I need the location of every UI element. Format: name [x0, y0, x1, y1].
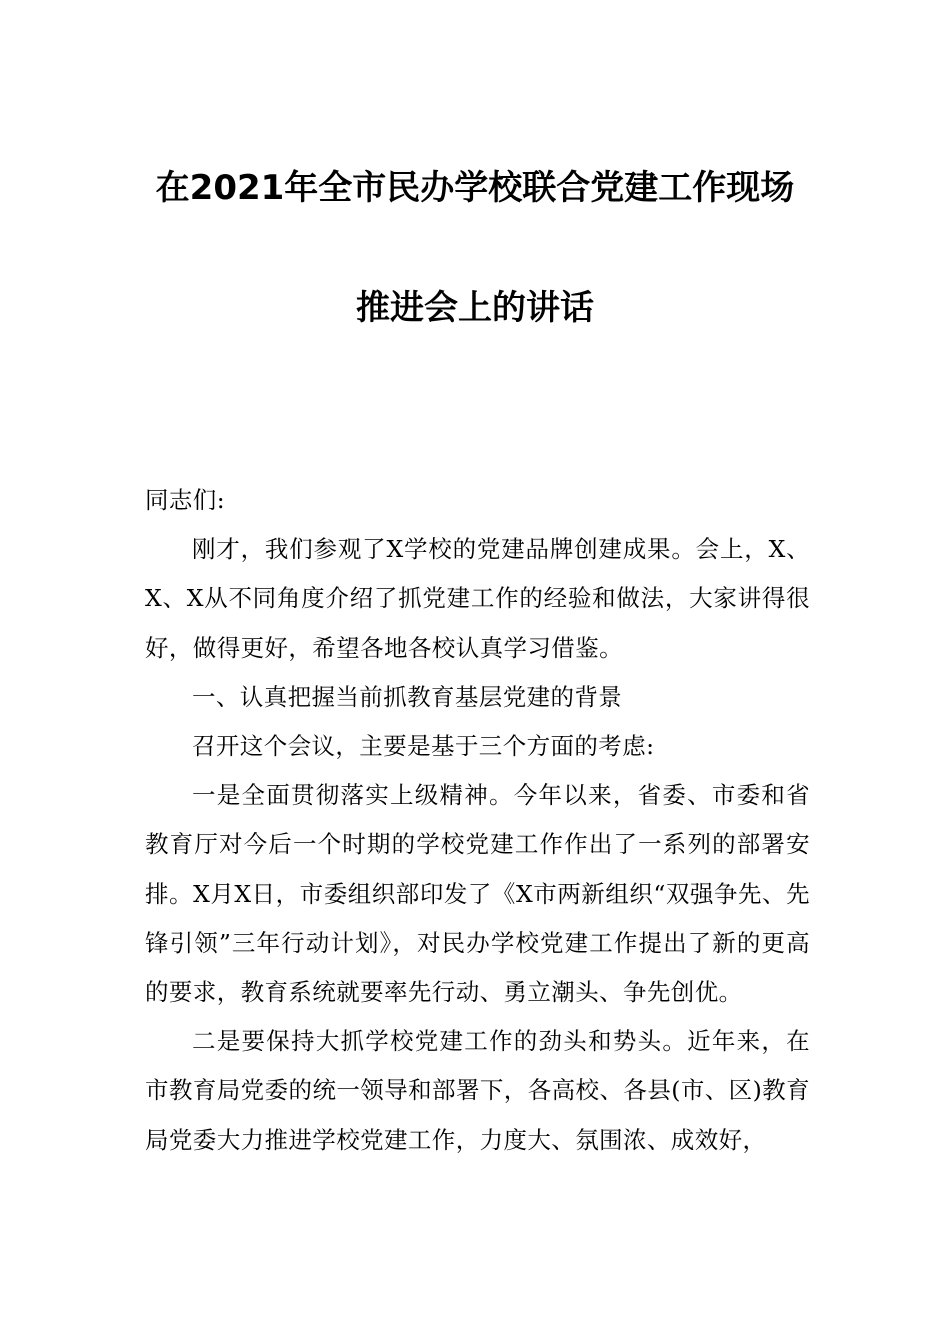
paragraph-intro: 刚才，我们参观了X学校的党建品牌创建成果。会上，X、X、X从不同角度介绍了抓党建工作的经验和做法，大家讲得很好，做得更好，希望各地各校认真学习借鉴。 [145, 535, 810, 662]
section-heading-1: 一、认真把握当前抓教育基层党建的背景 [192, 682, 623, 711]
salutation: 同志们: [145, 486, 226, 514]
paragraph-point-2: 二是要保持大抓学校党建工作的劲头和势头。近年来，在市教育局党委的统一领导和部署下，各高校、各县(市、区)教育局党委大力推进学校党建工作，力度大、氛围浓、成效好， [145, 1027, 810, 1154]
document-title-line-2: 推进会上的讲话 [356, 288, 594, 328]
document-title-line-1: 在2021年全市民办学校联合党建工作现场 [155, 168, 795, 208]
document-body [145, 476, 810, 1165]
paragraph-considerations: 召开这个会议，主要是基于三个方面的考虑: [192, 732, 655, 761]
paragraph-point-1: 一是全面贯彻落实上级精神。今年以来，省委、市委和省教育厅对今后一个时期的学校党建工作作出了一系列的部署安排。X月X日，市委组织部印发了《X市两新组织“双强争先、先锋引领”三年行动计划》，对民办学校党建工作提出了新的更高的要求，教育系统就要率先行动、勇立潮头、争先创优。 [145, 781, 810, 1007]
